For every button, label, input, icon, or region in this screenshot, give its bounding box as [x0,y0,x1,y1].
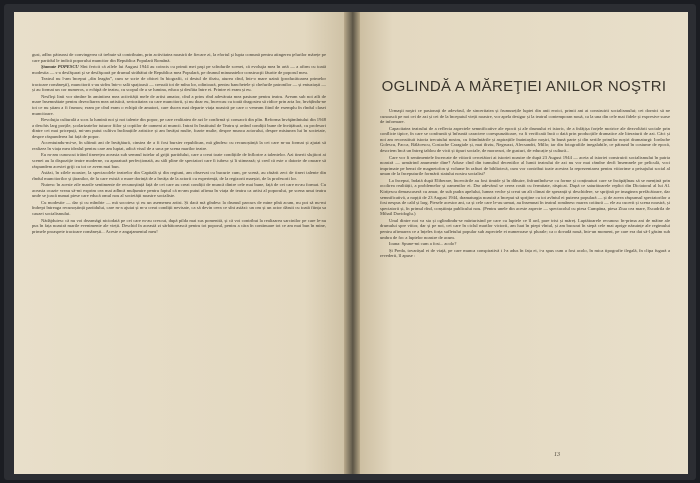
left-page [14,12,344,474]
paragraph: Astăzi, în zilele noastre, la spectacolele teatrelor din Capitală și din regiuni, am observat cu bucurie cum, pe scenă, au răsărit zeci de tineri talente din rîndul muncitorilor și țăranilor, de la care există o mare dorință de a învăța de la actorii cu experiență, de la regizorii maeștri, de la profesorii lor. [32,170,326,181]
book-gutter [344,12,360,474]
dialogue-line: Ioana: Spune-mi cum a fost... acolo? [389,241,457,247]
paragraph: Nădăjduiesc că nu voi dezamăgi niciodată pe cei care m-au crescut, după pilda mai sus pomenită, și că voi contribui la realizarea sarcinilor pe care le-au pus în fața noastră marile evenimente ale vieții. Deschid în această zi sărbătorească pentru tot poporul, pentru a căra în continuare tot ce am mai bun în mine, primele proaspete tractoare românești... Aceste e angajamentul meu! [32,217,326,234]
paragraph: Și Preda, tovarășul ei de viață, pe care munca conspirativă i l-a adus în fața ei, i-a spus cum a fost acolo, în mica tipografie ilegală, în clipa fugară a revederii, îl apuse : [380,247,670,259]
paragraph: La început, îndată după Eliberare, încercările au fost timide și în dibuire, înfruntîndu-se cu forme și conținuturi care se încăpățînau să se mențină prin ocolirea realității, a problemelor și oamenilor ei. Dar adevărul se cerea rostit cu fermitate, răspicat. După ce saturătoarele replici din Dictatorul al lui Al. Kirițescu demascaseră cu amar, de sub pudra apelului, lumea veche și creat un alt climat de speranță și deschidere, se sprijină pe imaginea prefăcătoare, dar semnificativă, a nopții de 23 August 1944, dramaturgia noastră a început să sprijine cu tot avîntul ei puterea populară — și de aceea răspunsul spectatorilor a fost nespus de cald și larg. Piesele acestor ani, ca și cele care le-au urmat, au însemnat în teatrul românesc marea cotitură — ele au cucerit și scena noastră, și spectatorii și, în primul rînd, conștiința publicului nou. (Pentru unele din aceste aspecte — spectacolul cu piesa Cumpăna, piesa Ziua cea mare, Escadrila de Mihail Davidoglu.) [380,177,670,217]
paragraph: Capacitatea teatrului de a reflecta aspectele semnificative ale epocii și ale drumului ei istoric, de a înfățișa forțele motrice ale dezvoltării sociale prin conflicte tipice, în care se confruntă și înfruntă caractere corespunzătoare, va fi verificată încă o dată prin producțiile dramatice ale literaturii de azi. Căci și noi am reconstituit istoria trecutului nostru, cu frămîntările și aspirațiile înaintașilor noștri, în bună parte și din seriile primilor noștri dramaturgi: Iordache Golescu, Facca, Bălăcescu, Costache Caragiale și, mai tîrziu, Negruzzi, Alecsandri, Millo; iar din fotografiile inegalabile, ce pătrund în costume de epocă, descriem încă un întreg tablou de vicii și tipuri sociale, de moravuri, de gusturi, de educație și cultură... [380,125,670,154]
right-page [360,12,688,474]
paragraph: Unul dintre noi va sta și oglindindu-se mărturisind pe care cu luptele ce îl ard, pare trist și măreț. Luptătoarele recunosc în-prima ani de mâine ale drumului spre viitor, dar și pe noi, cei care în ciclul marilor victorii, am luat în piept vîntul, și am bucurat în stepă cele mai aprige năzuințe ale regimului pentru afirmarea ce a înțeles forța sufletului popular sub aspectele ei numeroase și plurale; ca o dovadă nouă, într-un moment, pe care era dat să-l găsim sub umbra de foc a luptelor noastre de acum. [380,217,670,240]
paragraph: Teatrul nu l-am început „din leagăn”, cum se scrie de obicei în biografii, ci destul de tîrziu, aiurea cînd, într-o mare uzină (producătoarea primelor tractoare româneşti), muncitorii s-au strîns într-o sală spațioasă — cresută tot de mîna lor, odinioară, pentru banchetele și chefurile patronilor — și entuziaști — și au format un cor numeros, o echipă de teatru, cu scopul de a se lumina, educa și desfăta între ei. Printre ei eram și eu. [32,76,326,93]
right-column [380,108,670,260]
paragraph: Accentuindu-mi-se, în ultimii ani de învăţătură, cinstea de a fi fost bursier republican, mă gîndesc cu recunoștință la cei care m-au format și ajutat să realizez în viața mea idealul pentru care am luptat, adică visul de a urca pe scena marilor teatre. [32,140,326,151]
paragraph: Care vor fi sentimentele încercate de viitorii cercetători ai istoriei noastre de după 23 August 1944 — aceia al istoriei construirii socialismului în patria noastră — urmărind anumente dine? Aduse cînd din tumultul deceniilor al lumii teatrului de azi nu vor mai rămîne decît însemnele pe peliculă, voci imprimate pe benzi de magnetofon și volume în rafturi de bibliotecă, cum vor contribui toate acestea la reprezentarea pentru viitorime a peisajului social al uman de la începuturile formării statului nostru socialist? [380,154,670,177]
paragraph: Eu m-am cunoscut trăind tinerețea aceasta sub semnul tutelar al grijii partidului, care a creat toate condițiile de înflorire a talentelor. Azi tinerii slujitori ai scenei au la dispoziție teatre moderne, cu aparatură perfecționată, au săli pline de spectatori care îi iubesc și îi stimează; și cred că este o datorie de onoare să răspundem acestei griji cu tot ce avem mai bun. [32,152,326,169]
paragraph: Urmaşii noştri ce pasionați de adevărul, de sinceritatea și frumusețile luptei din anii eroici, primii ani ai construirii socialismului; cei dornici să ne cunoască pe noi cei de azi și cei de la începutul vieții noastre, vor apela desigur și la teatrul contemporan nouă, ca la una din cele mai fidele și expresive surse de informare. [380,108,670,125]
opening-paragraph: gust, adînc pătrunsi de convingerea că trebuie să contribuim, prin activitatea noastră de fiecare zi, la efortul şi lupta comună pentru atingerea ţelurilor mărețe pe care partidul le indică poporului muncitor din Republica Populară Română. [32,52,326,63]
article-title: OGLINDĂ A MĂREŢIEI ANILOR NOŞTRI [381,78,667,95]
left-column [32,52,326,235]
paragraph: Nesfîrşi linii vor rămîne în amintirea mea activității mele de artist amator, cînd a prins rînd adevărata mea pasiune pentru teatru. Aveam sub noi atît de mare însemnătate pentru dezvoltarea mea artistică, seriozitatea cu care muncitorii, și nu doar eu, încercau cu toată dragostea să ridice prin arta lor, învățîndu-ne tot ce nu știam a fi frumos; eram pe cînd eram o echipă de amatori, care ducea mai departe viața noastră pe care o veneam fiind de exemplu în rîndul clasei muncitoare. [32,93,326,116]
paragraph: Cu modestie — dar și cu mîndrie — mă socotesc și eu un asemenea artist. Și dacă mă gîndesc la drumul parcurs de mine pînă acum, nu pot să nu-mi îndrept întreaga recunoștință partidului, care m-a ajutat și m-a creat condiții nevisate, ca să devin ceea ce sînt astăzi: un om și un actor dăruit cu toată ființa sa cauzei socialismului. [32,199,326,217]
author-name: Ştamate POPESCU [41,64,79,70]
paragraph: Revoluţia culturală a scos la lumină noi şi noi talente din popor, pe care realitatea de azi le confirmă și consacră din plin. Reforma învăţămîntului din 1948 a deschis larg porțile, școlarizatelor tuturor fiilor și copiilor de oameni ai muncii. Intrat în Institutul de Teatru și având condiții bune de învățătură, cu profesori dintre cei mai pricepuți, mi-am putut cultiva înclinațiile artistice și am învățat multe, foarte multe, despre munca actorului, despre misiunea lui în societate, despre răspunderea lui față de popor. [32,117,326,139]
author-text: Sînt fericit că zilele lui August 1944 au coincis cu primii mei paşi pe scîndurile scenei, că evoluţia mea în artă — a afirm cu toată modestia — s-a desfăşurat şi se desfăşoară pe drumul străbătut de Republica mea Populară, pe drumul minunatelor construcţii făurite de poporul meu. [32,64,326,75]
paragraph: Nutresc în aceste zile marile sentimente de recunoștință față de cei care au creat condiții de muncă dintre cele mai bune, față de cei care m-au format. Cu aceasta ocazie vreau să-mi exprim cea mai adîncă mulțumire pentru faptul că m-am putut afirma în viața de teatru ca artist al poporului, pe scena unui teatru unde se joacă numai piese care educă omul nou al societății noastre socialiste. [32,182,326,199]
page-number: 13 [554,452,560,458]
book-spread [4,4,696,480]
author-paragraph [32,64,326,75]
